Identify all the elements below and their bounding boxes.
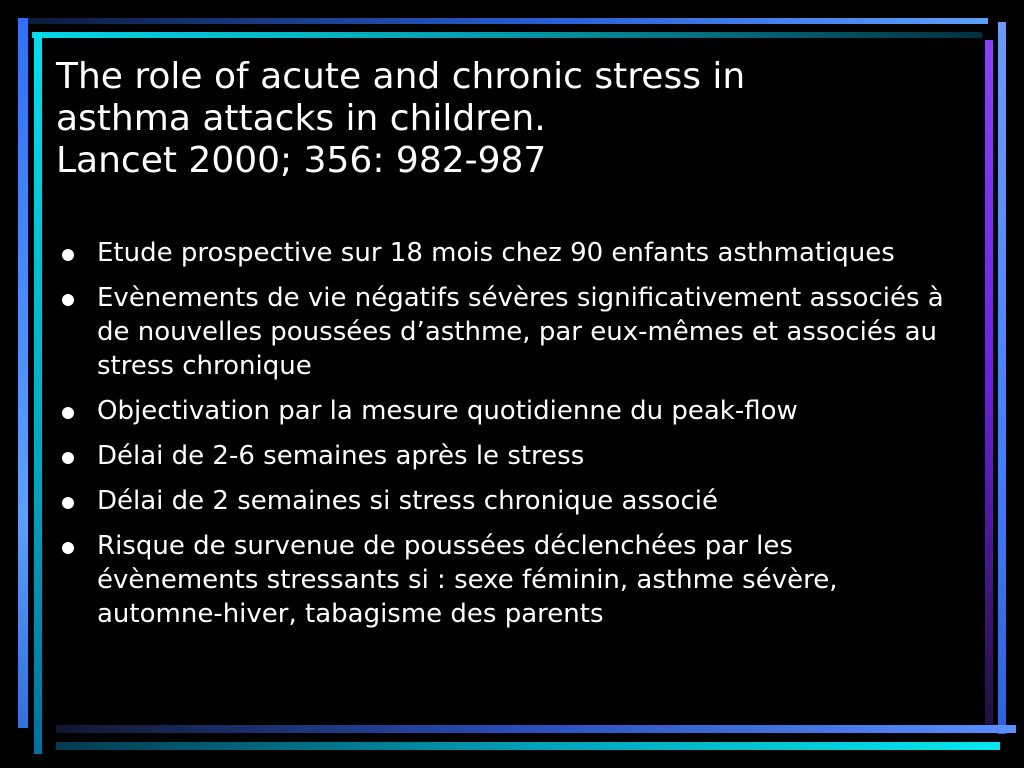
bullet-dot-icon: [62, 452, 74, 464]
bullet-dot-icon: [62, 249, 74, 261]
frame-bar-bottom-outer: [56, 725, 1016, 733]
bullet-text: Objectivation par la mesure quotidienne du peak-flow: [97, 396, 798, 426]
frame-bar-top-inner: [32, 32, 982, 38]
frame-bar-bottom-inner: [56, 742, 1000, 750]
slide-title: [56, 56, 956, 182]
bullet-item: [56, 281, 961, 383]
bullet-text: Délai de 2-6 semaines après le stress: [97, 441, 585, 471]
frame-bar-top-outer: [18, 18, 988, 24]
bullet-item: [56, 484, 961, 518]
frame-bar-left-inner: [34, 32, 42, 754]
frame-bar-right-inner: [985, 40, 993, 730]
bullet-text: Délai de 2 semaines si stress chronique associé: [97, 486, 718, 516]
bullet-dot-icon: [62, 407, 74, 419]
frame-bar-right-outer: [998, 22, 1006, 734]
title-line: Lancet 2000; 356: 982-987: [56, 140, 547, 181]
title-line: asthma attacks in children.: [56, 98, 546, 139]
bullet-text: Evènements de vie négatifs sévères significativement associés à de nouvelles poussées d’asthme, par eux-mêmes et associés au stress chronique: [97, 283, 944, 381]
bullet-list: [56, 236, 961, 642]
bullet-dot-icon: [62, 294, 74, 306]
frame-bar-left-outer: [18, 18, 28, 728]
bullet-item: [56, 236, 961, 270]
bullet-item: [56, 529, 961, 631]
title-line: The role of acute and chronic stress in: [56, 56, 746, 97]
bullet-text: Etude prospective sur 18 mois chez 90 enfants asthmatiques: [97, 238, 895, 268]
bullet-item: [56, 394, 961, 428]
bullet-dot-icon: [62, 542, 74, 554]
bullet-item: [56, 439, 961, 473]
bullet-dot-icon: [62, 497, 74, 509]
bullet-text: Risque de survenue de poussées déclenchées par les évènements stressants si : sexe féminin, asthme sévère, automne-hiver, tabagisme des parents: [97, 531, 838, 629]
